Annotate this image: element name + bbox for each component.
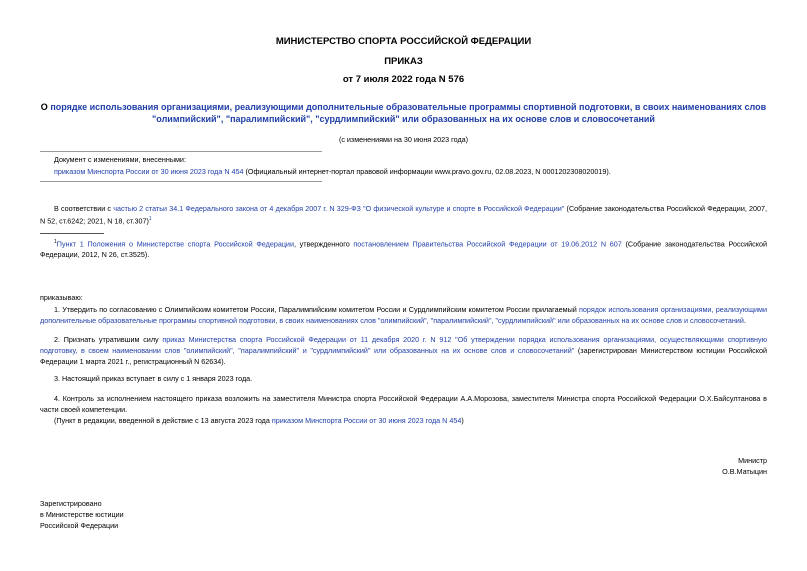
item-1 — [40, 304, 767, 326]
registration-line-1: Зарегистрировано — [40, 499, 102, 508]
preamble-text-1: В соответствии с — [54, 204, 114, 213]
preamble-paragraph — [40, 203, 767, 226]
item-1-end: . — [743, 316, 746, 325]
footnote-decree-link[interactable]: постановлением Правительства Российской Федерации от 19.06.2012 N 607 — [353, 239, 622, 249]
item-4: 4. Контроль за исполнением настоящего приказа возложить на заместителя Министра спорта Российской Федерации А.А.Морозова, заместителя Министра спорта Российской Федерации О.Х.Байсултанова в части своей компетенции. — [40, 394, 767, 414]
amend-box-top-rule — [40, 151, 322, 152]
registration-line-2: в Министерстве юстиции — [40, 510, 124, 519]
footnote-text-2: , утвержденного — [293, 239, 354, 249]
signature-block — [722, 455, 767, 477]
amend-box-bottom-rule — [40, 181, 322, 182]
item-4-note — [54, 415, 767, 426]
changes-note: (с изменениями на 30 июня 2023 года) — [338, 135, 469, 144]
item-2 — [40, 334, 767, 367]
footnote-paragraph — [40, 237, 767, 260]
footnote-separator — [40, 233, 104, 234]
amend-label: Документ с изменениями, внесенными: — [54, 155, 186, 164]
document-title — [40, 101, 767, 125]
signature-position: Министр — [738, 456, 767, 465]
preamble-law-link[interactable]: частью 2 статьи 34.1 Федерального закона от 4 декабря 2007 г. N 329-ФЗ "О физической культуре и спорте в Российской Федерации" — [113, 204, 565, 213]
item-4-note-end: ) — [461, 416, 464, 425]
footnote-regulation-link[interactable]: Пункт 1 Положения о Министерстве спорта Российской Федерации — [56, 239, 294, 249]
ministry-heading: МИНИСТЕРСТВО СПОРТА РОССИЙСКОЙ ФЕДЕРАЦИИ — [275, 36, 532, 47]
amend-box — [54, 154, 774, 177]
amend-source: (Официальный интернет-портал правовой информации www.pravo.gov.ru, 02.08.2023, N 0001202308020019). — [243, 167, 611, 176]
item-1-order-link[interactable]: порядок использования организациями, реализующими дополнительные образовательные программы спортивной подготовки, в своих наименованиях слов "олимпийский", "паралимпийский", "сурдлимпийский" или образованных на их основе слов и словосочетаний — [40, 305, 767, 325]
item-1-text: 1. Утвердить по согласованию с Олимпийским комитетом России, Паралимпийским комитетом России и Сурдлимпийским комитетом России прилагаемый — [54, 305, 580, 314]
orders-word: приказываю: — [40, 293, 83, 302]
preamble-footnote-ref[interactable]: 1 — [148, 216, 152, 222]
footnote-marker: 1 — [54, 239, 57, 245]
registration-line-3: Российской Федерации — [40, 521, 119, 530]
registration-block — [40, 498, 124, 531]
title-link[interactable]: порядке использования организациями, реализующими дополнительные образовательные программы спортивной подготовки, в своих наименованиях слов "олимпийский", "паралимпийский", "сурдлимпийский" или образованных на их основе слов и словосочетаний — [50, 102, 767, 124]
item-4-note-link[interactable]: приказом Минспорта России от 30 июня 2023 года N 454 — [271, 416, 462, 425]
item-3: 3. Настоящий приказ вступает в силу с 1 января 2023 года. — [54, 374, 253, 383]
item-2-text: 2. Признать утратившим силу — [54, 335, 163, 344]
item-2-order-link[interactable]: приказ Министерства спорта Российской Федерации от 11 декабря 2020 г. N 912 "Об утверждении порядка использования организациями, осуществляющими спортивную подготовку, в своем наименовании слов "олимпийский", "паралимпийский" и "сурдлимпийский" или образованных на их основе слов и словосочетаний" — [40, 335, 767, 355]
signature-name: О.В.Матыцин — [722, 467, 767, 476]
document-date-number: от 7 июля 2022 года N 576 — [342, 74, 465, 85]
item-2-end: (зарегистрирован Министерством юстиции Российской Федерации 1 марта 2021 г., регистрационный N 62634). — [40, 346, 767, 366]
item-4-note-text: (Пункт в редакции, введенной в действие с 13 августа 2023 года — [54, 416, 272, 425]
document-type: ПРИКАЗ — [384, 56, 423, 67]
preamble-text-2: (Собрание законодательства Российской Федерации, 2007, N 52, ст.6242; 2021, N 18, ст.307) — [40, 204, 768, 226]
amend-link[interactable]: приказом Минспорта России от 30 июня 2023 года N 454 — [54, 167, 244, 176]
footnote-text-3: (Собрание законодательства Российской Федерации, 2012, N 26, ст.3525). — [40, 239, 767, 260]
title-prefix: О — [40, 102, 51, 112]
